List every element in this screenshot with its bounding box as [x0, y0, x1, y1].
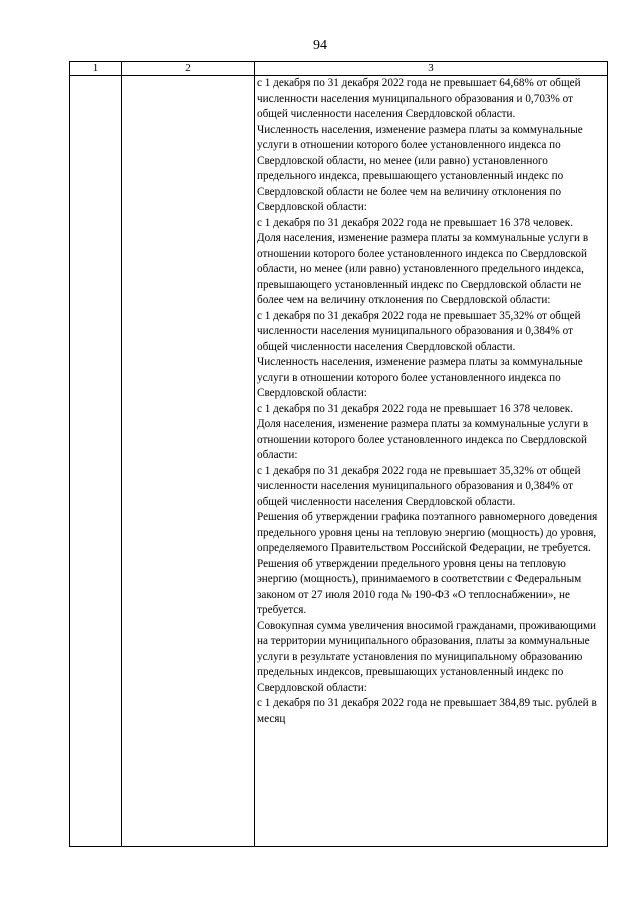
paragraph: Доля населения, изменение размера платы за коммунальные услуги в отношении которого более установленного индекса по Свердловской области: [257, 418, 589, 461]
paragraph: с 1 декабря по 31 декабря 2022 года не превышает 35,32% от общей численности населения муниципального образования и 0,384% от общей численности населения Свердловской области. [257, 309, 581, 353]
table-row [70, 76, 608, 847]
paragraph: Численность населения, изменение размера платы за коммунальные услуги в отношении которого более установленного индекса по Свердловской области: [257, 356, 583, 399]
page-number: 94 [313, 38, 327, 53]
paragraph: с 1 декабря по 31 декабря 2022 года не превышает 16 378 человек. [257, 402, 574, 415]
paragraph: с 1 декабря по 31 декабря 2022 года не превышает 35,32% от общей численности населения муниципального образования и 0,384% от общей численности населения Свердловской области. [257, 464, 581, 508]
paragraph: Совокупная сумма увеличения вносимой гражданами, проживающими на территории муниципального образования, платы за коммунальные услуги в результате установления по муниципальному образованию предельных индексов, превышающих установленный индекс по Свердловской области: [257, 619, 597, 694]
paragraph: с 1 декабря по 31 декабря 2022 года не превышает 64,68% от общей численности населения муниципального образования и 0,703% от общей численности населения Свердловской области. [257, 77, 581, 120]
document-table [69, 61, 608, 847]
paragraph: с 1 декабря по 31 декабря 2022 года не превышает 16 378 человек. [257, 216, 574, 229]
paragraph: с 1 декабря по 31 декабря 2022 года не превышает 384,89 тыс. рублей в месяц [257, 697, 597, 725]
paragraph: Численность населения, изменение размера платы за коммунальные услуги в отношении которого более установленного индекса по Свердловской области, но менее (или равно) установленного предельного индекса, превышающего установленный индекс по Свердловской области не более чем на величину отклонения по Свердловской области: [257, 123, 583, 213]
column-header-3: 3 [255, 62, 608, 76]
cell-column-3 [255, 76, 608, 847]
column-header-2: 2 [122, 62, 255, 76]
cell-column-1 [70, 76, 122, 847]
paragraph: Доля населения, изменение размера платы за коммунальные услуги в отношении которого более установленного индекса по Свердловской области, но менее (или равно) установленного предельного индекса, превышающего установленный индекс по Свердловской области не более чем на величину отклонения по Свердловской области: [257, 232, 589, 306]
cell-column-2 [122, 76, 255, 847]
paragraph: Решения об утверждении предельного уровня цены на тепловую энергию (мощность), принимаемого в соответствии с Федеральным законом от 27 июля 2010 года № 190-ФЗ «О теплоснабжении», не требуется. [257, 557, 582, 616]
column-header-1: 1 [70, 62, 122, 76]
table-header-row [70, 62, 608, 76]
paragraph: Решения об утверждении графика поэтапного равномерного доведения предельного уровня цены на тепловую энергию (мощность) до уровня, определяемого Правительством Российской Федерации, не требуется. [257, 511, 598, 554]
